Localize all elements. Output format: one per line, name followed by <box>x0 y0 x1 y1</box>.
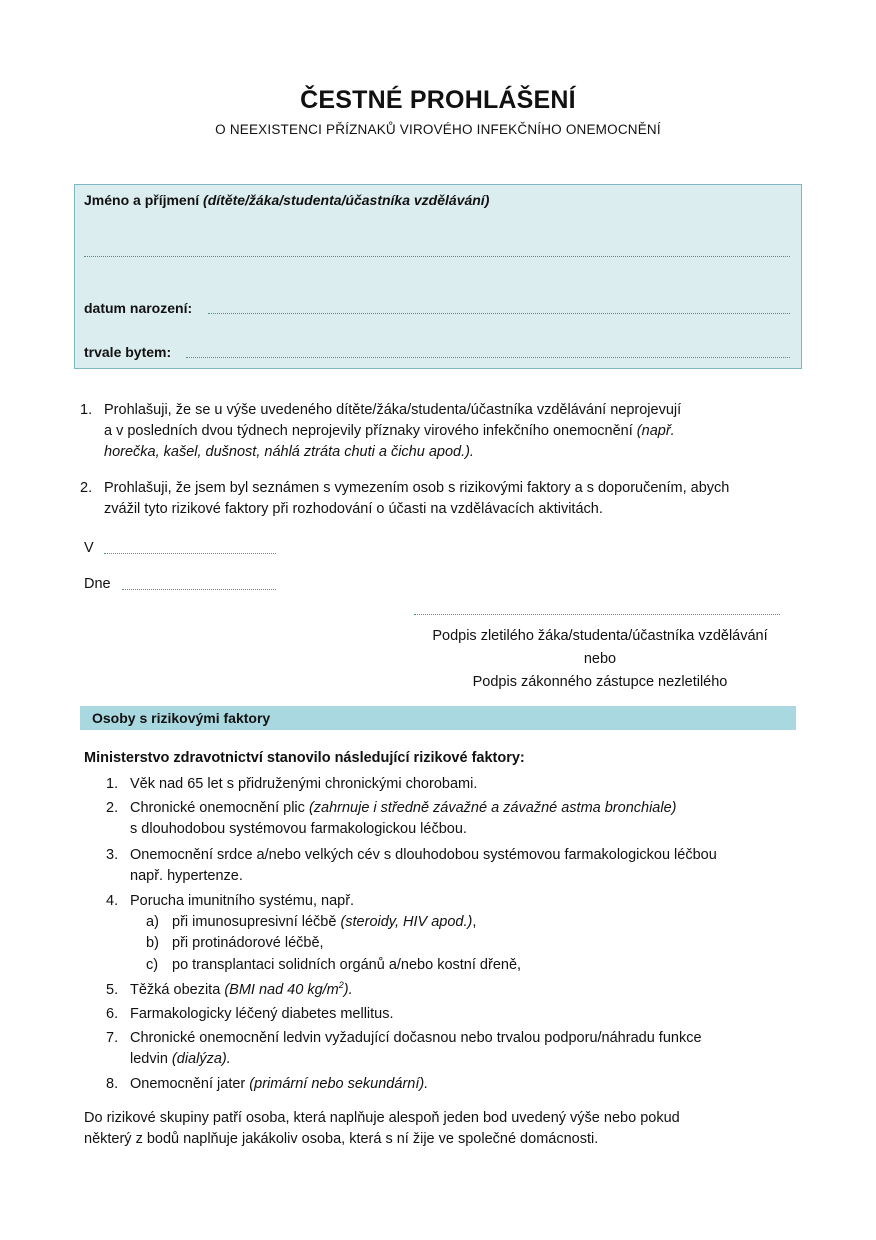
risk-item-5-sup: 2 <box>338 980 344 991</box>
risk-item-8-italic: (primární nebo sekundární). <box>249 1076 429 1092</box>
risk-item-6-number: 6. <box>106 1006 119 1022</box>
risk-item-4c-letter: c) <box>146 957 159 973</box>
signature-field[interactable] <box>414 614 780 615</box>
document-title: ČESTNÉ PROHLÁŠENÍ <box>300 86 576 114</box>
residence-field[interactable] <box>186 357 790 358</box>
risk-intro: Ministerstvo zdravotnictví stanovilo následující rizikové faktory: <box>84 750 525 766</box>
date-field[interactable] <box>122 589 276 590</box>
risk-item-2 <box>130 798 676 819</box>
risk-item-2-text: Chronické onemocnění plic <box>130 800 305 816</box>
personal-info-box <box>74 184 802 369</box>
name-label-row <box>84 192 489 208</box>
risk-item-1: Věk nad 65 let s přidruženými chronickými chorobami. <box>130 776 478 792</box>
risk-item-2-line-2: s dlouhodobou systémovou farmakologickou léčbou. <box>130 821 467 837</box>
signature-label-1: Podpis zletilého žáka/studenta/účastníka vzdělávání <box>432 628 768 644</box>
risk-item-4a <box>172 912 476 933</box>
risk-item-7-italic: (dialýza). <box>171 1051 231 1067</box>
declaration-2-line-2: zvážil tyto rizikové faktory při rozhodování o účasti na vzdělávacích aktivitách. <box>104 501 603 517</box>
declaration-1-line-3: horečka, kašel, dušnost, náhlá ztráta chuti a čichu apod.). <box>104 444 474 460</box>
name-label: Jméno a příjmení <box>84 192 200 208</box>
risk-item-4: Porucha imunitního systému, např. <box>130 893 355 909</box>
name-field[interactable] <box>84 256 790 257</box>
risk-item-5-number: 5. <box>106 982 119 998</box>
risk-item-7-line-2-text: ledvin <box>130 1051 168 1067</box>
place-field[interactable] <box>104 553 276 554</box>
declaration-2-number: 2. <box>80 480 93 496</box>
risk-closing-line-1: Do rizikové skupiny patří osoba, která naplňuje alespoň jeden bod uvedený výše nebo pokud <box>84 1110 680 1126</box>
risk-item-2-number: 2. <box>106 800 119 816</box>
risk-item-4b-letter: b) <box>146 935 159 951</box>
declaration-1-number: 1. <box>80 402 93 418</box>
risk-item-5-italic-tail: ). <box>343 982 353 998</box>
declaration-1-line-2 <box>104 421 796 442</box>
risk-section-header: Osoby s rizikovými faktory <box>92 710 271 726</box>
declaration-2-line-1: Prohlašuji, že jsem byl seznámen s vymezením osob s rizikovými faktory a s doporučením, abych <box>104 480 730 496</box>
declaration-1-line-2-text: a v posledních dvou týdnech neprojevily příznaky virového infekčního onemocnění <box>104 423 633 439</box>
signature-label-or: nebo <box>583 651 617 667</box>
residence-label: trvale bytem: <box>84 344 172 360</box>
birth-date-label: datum narození: <box>84 300 193 316</box>
birth-date-field[interactable] <box>208 313 790 314</box>
risk-item-7-number: 7. <box>106 1030 119 1046</box>
declaration-1-line-2-italic: (např. <box>636 423 675 439</box>
risk-item-5-text: Těžká obezita <box>130 982 221 998</box>
risk-item-3-line-2: např. hypertenze. <box>130 868 243 884</box>
risk-closing <box>84 1108 796 1150</box>
risk-item-5-italic <box>224 982 352 998</box>
date-label: Dne <box>84 576 111 592</box>
name-label-detail: (dítěte/žáka/studenta/účastníka vzdělávání) <box>203 192 490 208</box>
risk-item-7: Chronické onemocnění ledvin vyžadující dočasnou nebo trvalou podporu/náhradu funkce <box>130 1030 702 1046</box>
risk-item-4b: při protinádorové léčbě, <box>172 935 324 951</box>
document-subtitle: O NEEXISTENCI PŘÍZNAKŮ VIROVÉHO INFEKČNÍHO ONEMOCNĚNÍ <box>215 122 661 137</box>
place-label: V <box>84 540 94 556</box>
risk-item-1-number: 1. <box>106 776 119 792</box>
risk-item-4a-text: při imunosupresivní léčbě <box>172 914 337 930</box>
risk-item-2-italic: (zahrnuje i středně závažné a závažné astma bronchiale) <box>308 800 677 816</box>
declaration-1-line-1: Prohlašuji, že se u výše uvedeného dítěte/žáka/studenta/účastníka vzdělávání neprojevují <box>104 402 682 418</box>
risk-item-8 <box>130 1074 428 1095</box>
signature-label-2: Podpis zákonného zástupce nezletilého <box>472 674 728 690</box>
risk-item-5 <box>130 980 353 1001</box>
risk-item-4-number: 4. <box>106 893 119 909</box>
risk-item-8-text: Onemocnění jater <box>130 1076 246 1092</box>
risk-item-4c: po transplantaci solidních orgánů a/nebo kostní dřeně, <box>172 957 522 973</box>
risk-item-4a-tail: , <box>472 914 477 930</box>
declaration-1 <box>104 400 796 463</box>
risk-item-6: Farmakologicky léčený diabetes mellitus. <box>130 1006 394 1022</box>
risk-closing-line-2: některý z bodů naplňuje jakákoliv osoba, která s ní žije ve společné domácnosti. <box>84 1131 599 1147</box>
risk-item-3: Onemocnění srdce a/nebo velkých cév s dlouhodobou systémovou farmakologickou léčbou <box>130 847 717 863</box>
risk-item-5-italic-text: (BMI nad 40 kg/m <box>224 982 339 998</box>
risk-item-4a-letter: a) <box>146 914 159 930</box>
risk-item-3-number: 3. <box>106 847 119 863</box>
risk-item-7-line-2 <box>130 1049 231 1070</box>
risk-item-4a-italic: (steroidy, HIV apod.) <box>340 914 473 930</box>
risk-item-8-number: 8. <box>106 1076 119 1092</box>
declaration-2 <box>104 478 796 520</box>
